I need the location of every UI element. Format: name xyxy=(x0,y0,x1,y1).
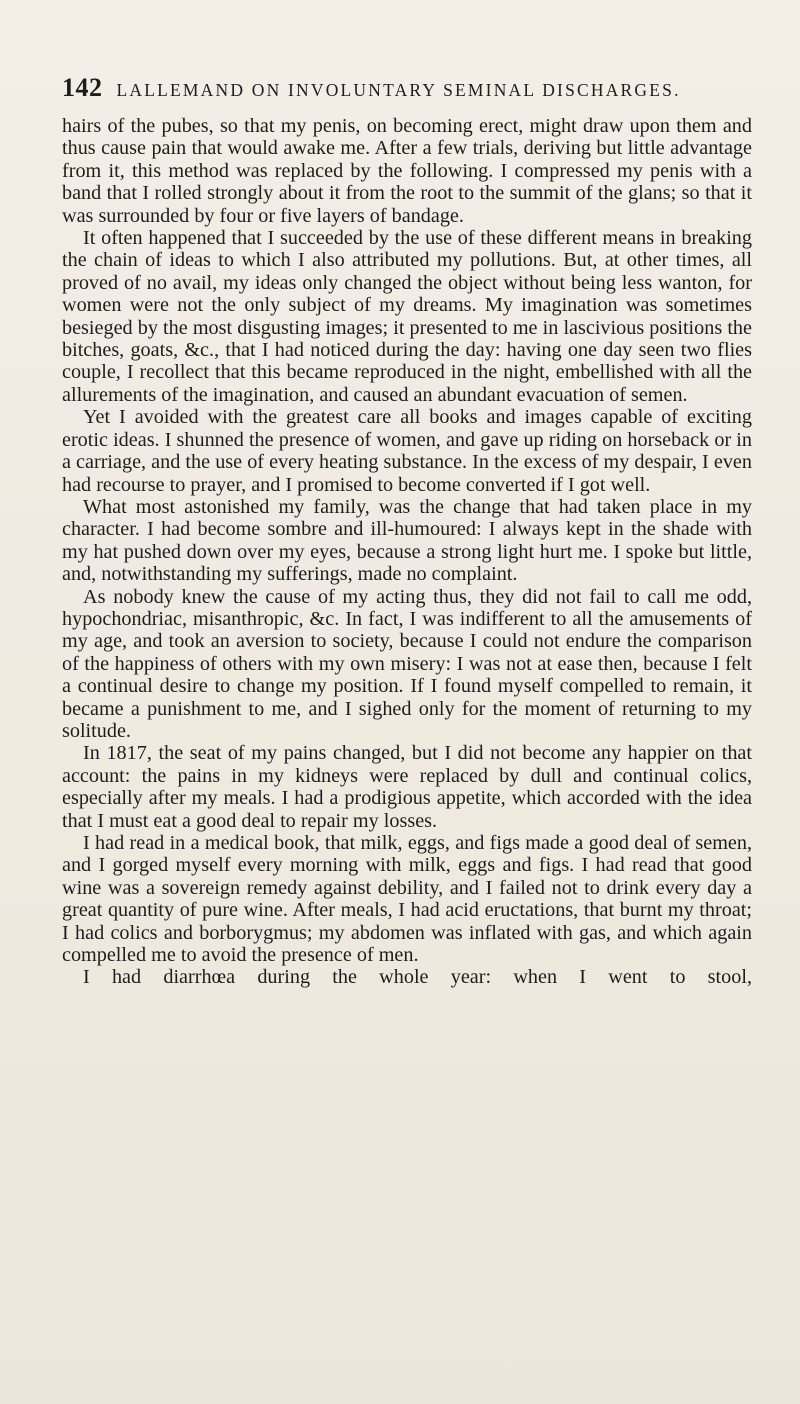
page-number: 142 xyxy=(62,73,103,102)
paragraph: I had read in a medical book, that milk, eggs, and figs made a good deal of semen, and I gorged myself every morning with milk, eggs and figs. I had read that good wine was a sovereign remedy against debility, and I failed not to drink every day a great quantity of pure wine. After meals, I had acid eructations, that burnt my throat; I had colics and borborygmus; my abdomen was inflated with gas, and which again compelled me to avoid the presence of men. xyxy=(62,832,752,967)
paragraph: What most astonished my family, was the change that had taken place in my character. I had become sombre and ill-humoured: I always kept in the shade with my hat pushed down over my eyes, because a strong light hurt me. I spoke but little, and, notwithstanding my sufferings, made no complaint. xyxy=(62,495,752,586)
paragraph: In 1817, the seat of my pains changed, but I did not become any happier on that account: the pains in my kidneys were replaced by dull and continual colics, especially after my meals. I had a prodigious appetite, which accorded with the idea that I must eat a good deal to repair my losses. xyxy=(62,742,752,832)
paragraph: As nobody knew the cause of my acting thus, they did not fail to call me odd, hypochondriac, misanthropic, &c. In fact, I was indifferent to all the amusements of my age, and took an aversion to society, because I could not endure the comparison of the happiness of others with my own misery: I was not at ease then, because I felt a continual desire to change my position. If I found myself compelled to remain, it became a punishment to me, and I sighed only for the moment of returning to my solitude. xyxy=(62,585,752,742)
body-text xyxy=(62,115,752,989)
page-header xyxy=(62,73,762,103)
paragraph: hairs of the pubes, so that my penis, on becoming erect, might draw upon them and thus cause pain that would awake me. After a few trials, deriving but little advantage from it, this method was replaced by the following. I compressed my penis with a band that I rolled strongly about it from the root to the summit of the glans; so that it was surrounded by four or five layers of bandage. xyxy=(62,115,752,227)
paragraph: I had diarrhœa during the whole year: when I went to stool, xyxy=(83,966,752,989)
paragraph: Yet I avoided with the greatest care all books and images capable of exciting erotic ideas. I shunned the presence of women, and gave up riding on horseback or in a carriage, and the use of every heating substance. In the excess of my despair, I even had recourse to prayer, and I promised to become converted if I got well. xyxy=(62,406,752,496)
running-head: LALLEMAND ON INVOLUNTARY SEMINAL DISCHARGES. xyxy=(116,80,681,100)
paragraph: It often happened that I succeeded by the use of these different means in breaking the chain of ideas to which I also attributed my pollutions. But, at other times, all proved of no avail, my ideas only changed the object without being less wanton, for women were not the only subject of my dreams. My imagination was sometimes besieged by the most disgusting images; it presented to me in lascivious positions the bitches, goats, &c., that I had noticed during the day: having one day seen two flies couple, I recollect that this became reproduced in the night, embellished with all the allurements of the imagination, and caused an abundant evacuation of semen. xyxy=(62,227,752,406)
